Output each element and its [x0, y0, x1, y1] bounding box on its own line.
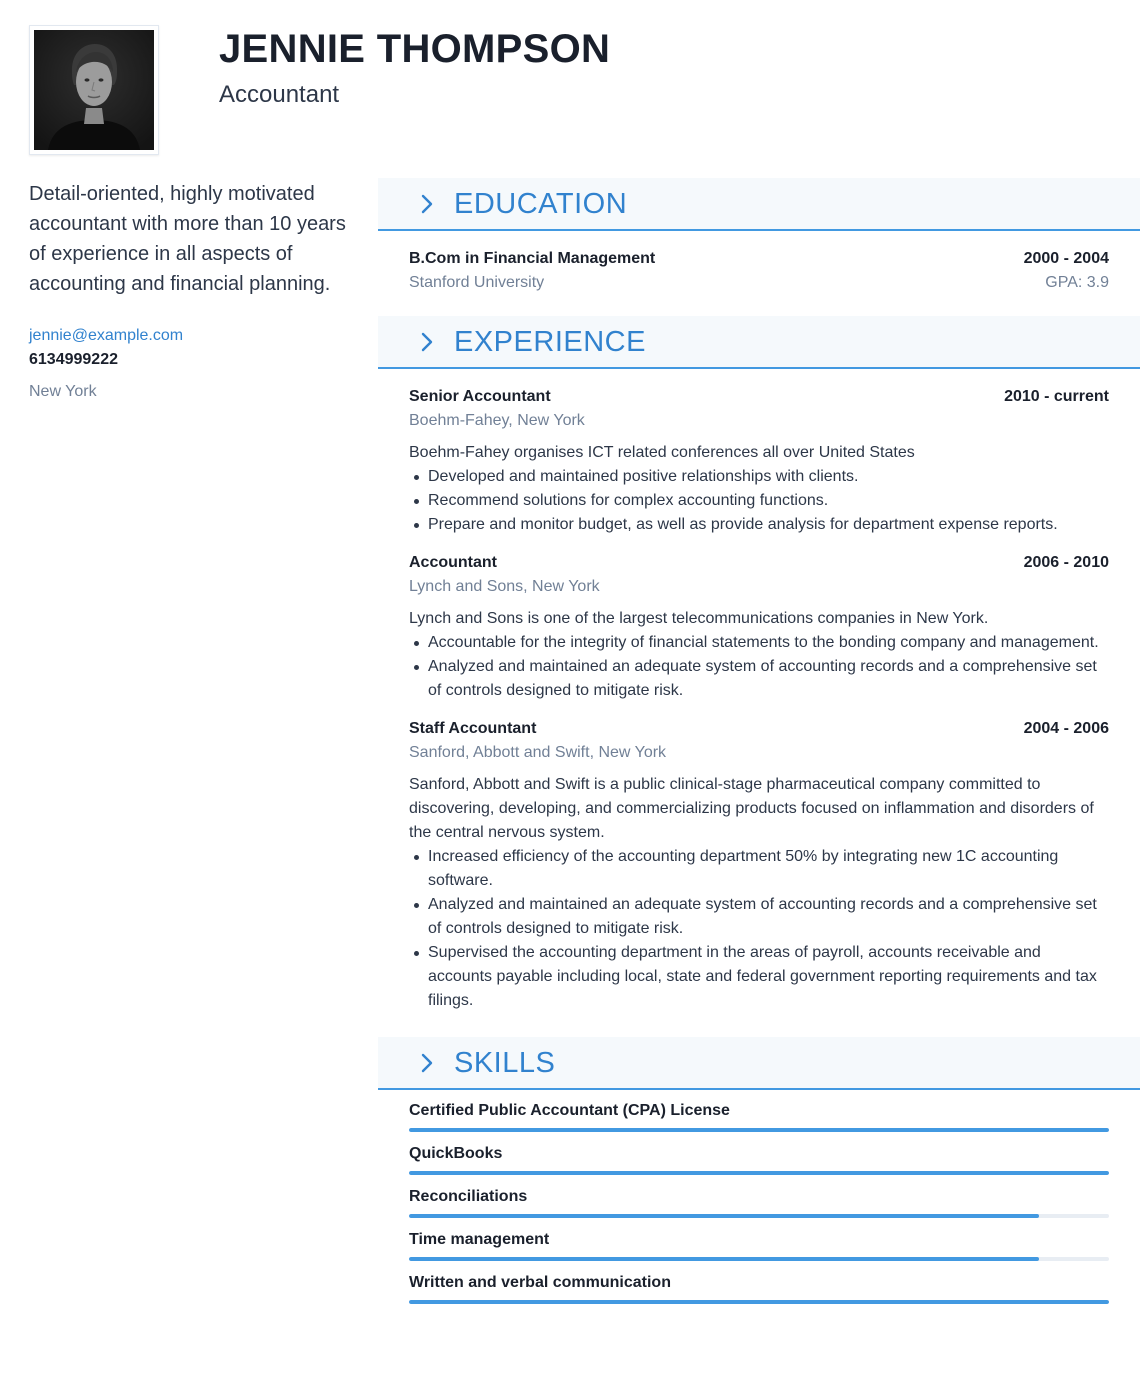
skills-section-title: SKILLS: [454, 1046, 556, 1079]
experience-list: [378, 369, 1140, 1037]
chevron-right-icon: [420, 1050, 442, 1076]
list-item: Recommend solutions for complex accounting functions.: [409, 489, 1109, 513]
location-text: New York: [29, 383, 97, 400]
list-item: Analyzed and maintained an adequate system of accounting records and a comprehensive set of controls designed to mitigate risk.: [409, 655, 1109, 703]
experience-entry: [409, 551, 1109, 703]
education-section-header: [378, 178, 1140, 231]
skill-level-fill: [409, 1257, 1039, 1261]
education-school: Stanford University: [409, 274, 545, 291]
list-item: Developed and maintained positive relationships with clients.: [409, 465, 1109, 489]
phone-number: 6134999222: [29, 351, 118, 368]
education-gpa: GPA: 3.9: [1045, 274, 1109, 291]
email-link[interactable]: jennie@example.com: [29, 327, 184, 344]
experience-title: Staff Accountant: [409, 720, 537, 737]
experience-description: Sanford, Abbott and Swift is a public clinical-stage pharmaceutical company committed to discovering, developing, and commercializing products focused on inflammation and disorders of the central nervous system.: [409, 776, 1094, 841]
experience-section-header: [378, 316, 1140, 369]
experience-description: Lynch and Sons is one of the largest telecommunications companies in New York.: [409, 610, 989, 627]
list-item: Prepare and monitor budget, as well as provide analysis for department expense reports.: [409, 513, 1109, 537]
experience-period: 2006 - 2010: [1023, 554, 1109, 571]
skill-level-fill: [409, 1300, 1109, 1304]
skill-item: [409, 1272, 1109, 1304]
experience-bullets: [409, 465, 1109, 537]
experience-period: 2010 - current: [1004, 388, 1109, 405]
experience-company: Boehm-Fahey, New York: [409, 412, 585, 429]
skills-list: [378, 1090, 1140, 1304]
skill-level-bar: [409, 1300, 1109, 1304]
skill-item: [409, 1229, 1109, 1261]
experience-bullets: [409, 845, 1109, 1013]
skill-level-bar: [409, 1214, 1109, 1218]
experience-company: Lynch and Sons, New York: [409, 578, 600, 595]
skill-level-fill: [409, 1128, 1109, 1132]
skill-name: Written and verbal communication: [409, 1274, 671, 1291]
skill-level-fill: [409, 1214, 1039, 1218]
experience-bullets: [409, 631, 1109, 703]
education-period: 2000 - 2004: [1023, 250, 1109, 267]
right-column: [378, 178, 1140, 1315]
list-item: Analyzed and maintained an adequate system of accounting records and a comprehensive set of controls designed to mitigate risk.: [409, 893, 1109, 941]
list-item: Supervised the accounting department in the areas of payroll, accounts receivable and accounts payable including local, state and federal government reporting requirements and tax filings.: [409, 941, 1109, 1013]
skill-level-bar: [409, 1257, 1109, 1261]
experience-period: 2004 - 2006: [1023, 720, 1109, 737]
skill-level-bar: [409, 1171, 1109, 1175]
experience-company: Sanford, Abbott and Swift, New York: [409, 744, 667, 761]
chevron-right-icon: [420, 191, 442, 217]
skill-name: Time management: [409, 1231, 550, 1248]
profile-photo: [34, 30, 154, 150]
profile-summary: Detail-oriented, highly motivated accountant with more than 10 years of experience in all aspects of accounting and financial planning.: [29, 183, 346, 295]
list-item: Increased efficiency of the accounting department 50% by integrating new 1C accounting software.: [409, 845, 1109, 893]
skill-level-fill: [409, 1171, 1109, 1175]
skill-level-bar: [409, 1128, 1109, 1132]
resume-name: JENNIE THOMPSON: [219, 27, 611, 71]
education-degree: B.Com in Financial Management: [409, 250, 656, 267]
left-column: [29, 179, 349, 404]
skill-name: Certified Public Accountant (CPA) License: [409, 1102, 730, 1119]
education-entry: [409, 247, 1109, 295]
education-list: [378, 231, 1140, 309]
skills-section-header: [378, 1037, 1140, 1090]
experience-description: Boehm-Fahey organises ICT related conferences all over United States: [409, 444, 915, 461]
profile-photo-frame: [29, 25, 159, 155]
education-section-title: EDUCATION: [454, 187, 628, 220]
skill-item: [409, 1143, 1109, 1175]
skill-name: Reconciliations: [409, 1188, 528, 1205]
chevron-right-icon: [420, 329, 442, 355]
skill-item: [409, 1100, 1109, 1132]
skill-item: [409, 1186, 1109, 1218]
experience-section-title: EXPERIENCE: [454, 325, 646, 358]
experience-entry: [409, 385, 1109, 537]
resume-job-title: Accountant: [219, 81, 340, 108]
experience-entry: [409, 717, 1109, 1013]
list-item: Accountable for the integrity of financial statements to the bonding company and management.: [409, 631, 1109, 655]
experience-title: Accountant: [409, 554, 497, 571]
experience-title: Senior Accountant: [409, 388, 551, 405]
portrait-image: [34, 30, 154, 150]
skill-name: QuickBooks: [409, 1145, 503, 1162]
